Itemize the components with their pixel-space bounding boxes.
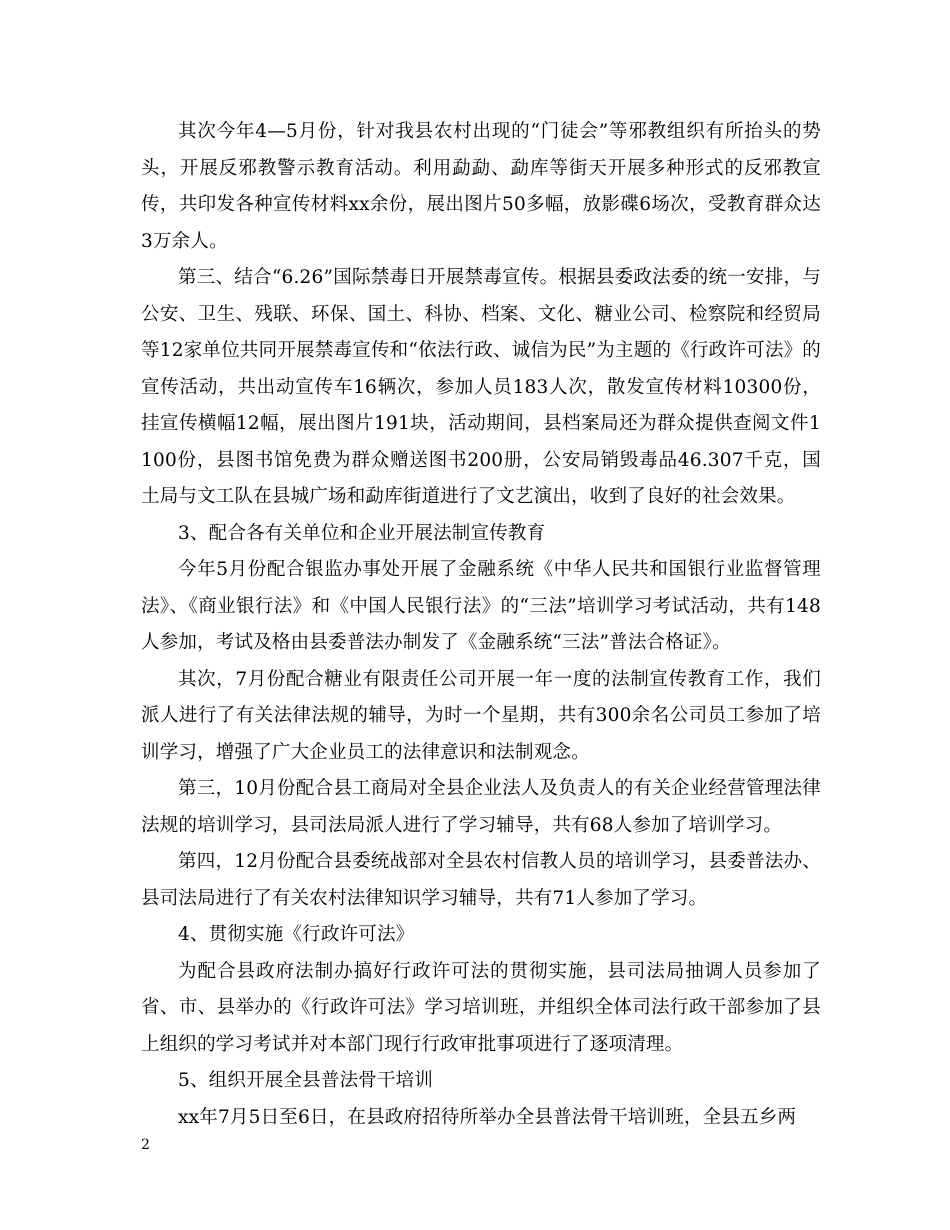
paragraph-banking-law-training: 今年5月份配合银监办事处开展了金融系统《中华人民共和国银行业监督管理法》、《商业银行法》和《中国人民银行法》的“三法”培训学习考试活动，共有148人参加，考试及格由县委普法办制发了《金融系统“三法”普法合格证》。 <box>141 559 821 653</box>
paragraph-sugar-company-training: 其次，7月份配合糖业有限责任公司开展一年一度的法制宣传教育工作，我们派人进行了有关法律法规的辅导，为时一个星期，共有300余名公司员工参加了培训学习，增强了广大企业员工的法律意识和法制观念。 <box>141 668 821 763</box>
paragraph-admin-license-law: 为配合县政府法制办搞好行政许可法的贯彻实施，县司法局抽调人员参加了省、市、县举办的《行政许可法》学习培训班，并组织全体司法行政干部参加了县上组织的学习考试并对本部门现行行政审批事项进行了逐项清理。 <box>141 960 821 1055</box>
section-heading-5: 5、组织开展全县普法骨干培训 <box>178 1070 434 1091</box>
page-number: 2 <box>141 1137 150 1153</box>
section-heading-3: 3、配合各有关单位和企业开展法制宣传教育 <box>178 522 546 544</box>
section-heading-4: 4、贯彻实施《行政许可法》 <box>178 924 415 945</box>
document-body <box>141 114 821 1136</box>
paragraph-anti-drug-day: 第三、结合“6.26”国际禁毒日开展禁毒宣传。根据县委政法委的统一安排，与公安、卫生、残联、环保、国土、科协、档案、文化、糖业公司、检察院和经贸局等12家单位共同开展禁毒宣传和“依法行政、诚信为民”为主题的《行政许可法》的宣传活动，共出动宣传车16辆次，参加人员183人次，散发宣传材料10300份，挂宣传横幅12幅，展出图片191块，活动期间，县档案局还为群众提供查阅文件1100份，县图书馆免费为群众赠送图书200册，公安局销毁毒品46.307千克，国土局与文工队在县城广场和勐库街道进行了文艺演出，收到了良好的社会效果。 <box>141 267 821 507</box>
paragraph-anti-cult-campaign: 其次今年4—5月份，针对我县农村出现的“门徒会”等邪教组织有所抬头的势头，开展反邪教警示教育活动。利用勐勐、勐库等街天开展多种形式的反邪教宣传，共印发各种宣传材料xx余份，展出图片50多幅，放影碟6场次，受教育群众达3万余人。 <box>141 121 821 252</box>
paragraph-business-law-training: 第三，10月份配合县工商局对全县企业法人及负责人的有关企业经营管理法律法规的培训学习，县司法局派人进行了学习辅导，共有68人参加了培训学习。 <box>141 778 821 836</box>
paragraph-backbone-training: xx年7月5日至6日，在县政府招待所举办全县普法骨干培训班，全县五乡两 <box>178 1106 797 1128</box>
paragraph-religious-training: 第四，12月份配合县委统战部对全县农村信教人员的培训学习，县委普法办、县司法局进行了有关农村法律知识学习辅导，共有71人参加了学习。 <box>141 851 821 909</box>
